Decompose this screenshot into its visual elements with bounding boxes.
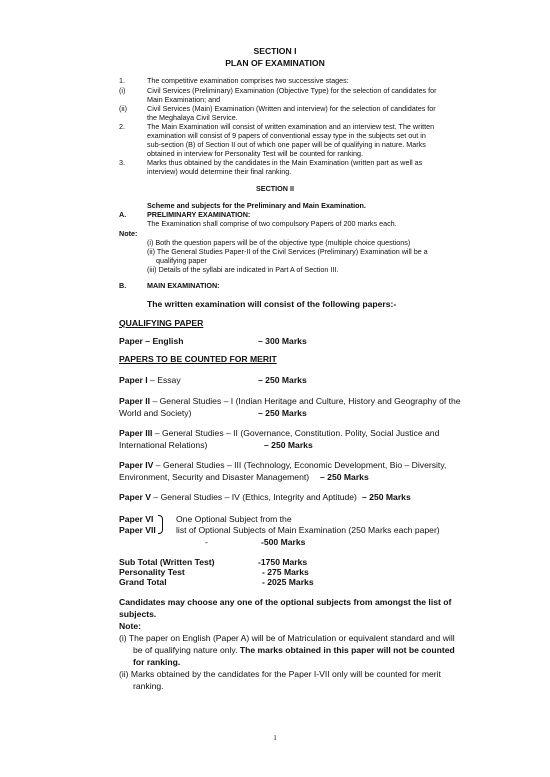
- written-intro: The written examination will consist of the following papers:-: [147, 299, 397, 309]
- paper-label: Paper VI: [119, 514, 154, 524]
- item-text: The competitive examination comprises two successive stages:: [147, 76, 349, 85]
- note-item: [133, 645, 455, 656]
- personality-label: Personality Test: [119, 567, 185, 577]
- section-heading: SECTION II: [256, 184, 294, 193]
- item-text: Civil Services (Preliminary) Examination (Objective Type) for the selection of candidates for: [147, 86, 437, 95]
- paper-name: – General Studies – I (Indian Heritage and Culture, History and Geography of the: [150, 396, 461, 406]
- paper-marks: – 250 Marks: [264, 440, 313, 450]
- note-item: ranking.: [133, 681, 164, 691]
- paper-name: International Relations): [119, 440, 208, 450]
- item-text: interview) would determine their final ranking.: [147, 167, 292, 176]
- grand-total-label: Grand Total: [119, 577, 167, 587]
- note-item: (ii) The General Studies Paper-II of the Civil Services (Preliminary) Examination will be a: [147, 247, 428, 256]
- optional-dash: -: [205, 537, 208, 547]
- optional-marks: -500 Marks: [261, 537, 306, 547]
- note-label: Note:: [119, 621, 141, 631]
- optional-text: One Optional Subject from the: [176, 514, 292, 524]
- item-text: Main Examination; and: [147, 95, 221, 104]
- paper-label: Paper V: [119, 492, 152, 502]
- paper-marks: – 300 Marks: [258, 336, 307, 346]
- paper-name: Environment, Security and Disaster Management): [119, 472, 310, 482]
- prelim-text: The Examination shall comprise of two compulsory Papers of 200 marks each.: [147, 219, 397, 228]
- item-text: examination will consist of 9 papers of conventional essay type in the subjects set out in: [147, 131, 426, 140]
- item-number: (ii): [119, 104, 127, 113]
- personality-value: - 275 Marks: [262, 567, 309, 577]
- subtotal-value: -1750 Marks: [258, 557, 308, 567]
- paper-row: [119, 375, 181, 386]
- item-text: Marks thus obtained by the candidates in the Main Examination (written part as well as: [147, 158, 423, 167]
- paper-name: – General Studies – IV (Ethics, Integrity and Aptitude): [151, 492, 357, 502]
- item-number: 1.: [119, 76, 125, 85]
- item-text: Civil Services (Main) Examination (Written and interview) for the selection of candidates for: [147, 104, 436, 113]
- paper-marks: – 250 Marks: [258, 375, 307, 385]
- note-item: (i) Both the question papers will be of the objective type (multiple choice questions): [147, 238, 411, 247]
- item-number: (i): [119, 86, 126, 95]
- note-item: (ii) Marks obtained by the candidates for the Paper I-VII only will be counted for merit: [119, 669, 441, 679]
- paper-label: Paper III: [119, 428, 153, 438]
- paper-label: Paper I: [119, 375, 148, 385]
- paper-label: Paper II: [119, 396, 151, 406]
- brace-icon: [158, 515, 163, 534]
- scheme-title: Scheme and subjects for the Preliminary and Main Examination.: [147, 201, 366, 210]
- grand-total-value: - 2025 Marks: [262, 577, 314, 587]
- paper-name: World and Society): [119, 408, 192, 418]
- choose-text: subjects.: [119, 609, 157, 619]
- paper-label: Paper IV: [119, 460, 154, 470]
- paper-name: – General Studies – III (Technology, Economic Development, Bio – Diversity,: [153, 460, 447, 470]
- paper-marks: – 250 Marks: [258, 408, 307, 418]
- item-text: the Meghalaya Civil Service.: [147, 113, 238, 122]
- section-subheading: PLAN OF EXAMINATION: [225, 58, 325, 68]
- note-label: Note:: [119, 229, 138, 238]
- paper-row: [119, 460, 446, 471]
- section-letter: B.: [119, 281, 127, 290]
- note-item: (iii) Details of the syllabi are indicated in Part A of Section III.: [147, 265, 339, 274]
- page-number: 1: [273, 734, 277, 742]
- item-number: 2.: [119, 122, 125, 131]
- merit-heading: PAPERS TO BE COUNTED FOR MERIT: [119, 354, 277, 364]
- item-text: obtained in interview for Personality Test will be counted for ranking.: [147, 149, 364, 158]
- paper-english: Paper – English: [119, 336, 184, 346]
- main-title: MAIN EXAMINATION:: [147, 281, 220, 290]
- note-item: (i) The paper on English (Paper A) will be of Matriculation or equivalent standard and will: [119, 633, 455, 643]
- paper-row: [119, 492, 357, 503]
- paper-row: [119, 396, 461, 407]
- qualifying-heading: QUALIFYING PAPER: [119, 318, 204, 328]
- item-text: sub-section (B) of Section II out of which one paper will be of qualifying in nature. Marks: [147, 140, 426, 149]
- note-text-bold: The marks obtained in this paper will not be counted: [239, 645, 455, 655]
- subtotal-label: Sub Total (Written Test): [119, 557, 215, 567]
- item-number: 3.: [119, 158, 125, 167]
- item-text: The Main Examination will consist of written examination and an interview test. The written: [147, 122, 435, 131]
- section-heading: SECTION I: [253, 46, 297, 56]
- paper-name: – Essay: [147, 375, 181, 385]
- note-item: for ranking.: [133, 657, 181, 667]
- section-letter: A.: [119, 210, 127, 219]
- note-text: be of qualifying nature only.: [133, 645, 240, 655]
- prelim-title: PRELIMINARY EXAMINATION:: [147, 210, 251, 219]
- note-item: qualifying paper: [156, 256, 207, 265]
- paper-row: [119, 428, 439, 439]
- choose-text: Candidates may choose any one of the optional subjects from amongst the list of: [119, 597, 452, 607]
- paper-name: – General Studies – II (Governance, Constitution. Polity, Social Justice and: [152, 428, 440, 438]
- optional-text: list of Optional Subjects of Main Examination (250 Marks each paper): [176, 525, 440, 535]
- paper-label: Paper VII: [119, 525, 156, 535]
- paper-marks: – 250 Marks: [362, 492, 411, 502]
- paper-marks: – 250 Marks: [320, 472, 369, 482]
